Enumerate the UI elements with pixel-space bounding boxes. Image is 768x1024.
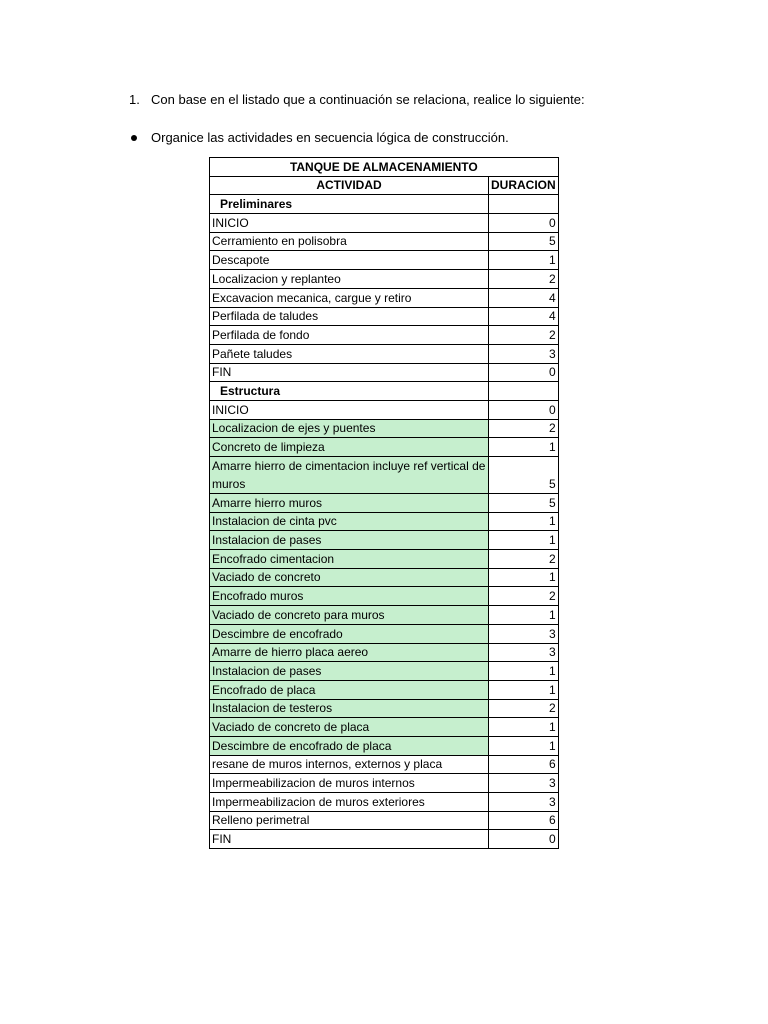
table-row xyxy=(210,363,559,382)
duration-cell: 1 xyxy=(489,718,559,737)
table-title-row xyxy=(210,158,559,177)
duration-cell: 3 xyxy=(489,344,559,363)
activity-cell: Pañete taludes xyxy=(210,344,489,363)
table-row xyxy=(210,400,559,419)
activity-cell: Amarre hierro muros xyxy=(210,494,489,513)
list-number: 1. xyxy=(129,92,140,107)
activity-cell: INICIO xyxy=(210,400,489,419)
table-row xyxy=(210,288,559,307)
table-row xyxy=(210,811,559,830)
table-row xyxy=(210,680,559,699)
duration-cell: 6 xyxy=(489,811,559,830)
activity-cell: Relleno perimetral xyxy=(210,811,489,830)
activity-cell: Vaciado de concreto de placa xyxy=(210,718,489,737)
section-duration-cell xyxy=(489,195,559,214)
activity-cell: Impermeabilizacion de muros internos xyxy=(210,774,489,793)
duration-cell: 1 xyxy=(489,512,559,531)
duration-cell: 3 xyxy=(489,793,559,812)
duration-cell: 5 xyxy=(489,232,559,251)
duration-cell: 3 xyxy=(489,624,559,643)
table-row xyxy=(210,643,559,662)
duration-cell: 0 xyxy=(489,400,559,419)
activity-cell: Excavacion mecanica, cargue y retiro xyxy=(210,288,489,307)
activity-cell: Descimbre de encofrado xyxy=(210,624,489,643)
activity-cell: Impermeabilizacion de muros exteriores xyxy=(210,793,489,812)
activity-cell: Perfilada de fondo xyxy=(210,326,489,345)
table-row xyxy=(210,531,559,550)
duration-cell: 1 xyxy=(489,531,559,550)
table-row xyxy=(210,232,559,251)
duration-cell: 2 xyxy=(489,699,559,718)
table-row xyxy=(210,568,559,587)
duration-cell: 4 xyxy=(489,288,559,307)
activity-cell: Amarre de hierro placa aereo xyxy=(210,643,489,662)
table-row xyxy=(210,512,559,531)
duration-cell: 6 xyxy=(489,755,559,774)
duration-cell: 2 xyxy=(489,270,559,289)
table-row xyxy=(210,774,559,793)
table-row xyxy=(210,736,559,755)
table-row xyxy=(210,438,559,457)
duration-cell: 1 xyxy=(489,680,559,699)
column-header-activity: ACTIVIDAD xyxy=(210,176,489,195)
duration-cell: 1 xyxy=(489,606,559,625)
table-row xyxy=(210,699,559,718)
duration-cell: 1 xyxy=(489,568,559,587)
section-title: Preliminares xyxy=(210,195,489,214)
activity-cell: Descapote xyxy=(210,251,489,270)
activity-cell: Encofrado de placa xyxy=(210,680,489,699)
table-row xyxy=(210,606,559,625)
table-row xyxy=(210,662,559,681)
table-row xyxy=(210,550,559,569)
activity-cell: Vaciado de concreto para muros xyxy=(210,606,489,625)
activity-cell: Instalacion de pases xyxy=(210,531,489,550)
column-header-duration: DURACION xyxy=(489,176,559,195)
duration-cell: 1 xyxy=(489,736,559,755)
activity-cell: Cerramiento en polisobra xyxy=(210,232,489,251)
instruction-item-2 xyxy=(129,130,509,146)
section-row xyxy=(210,382,559,401)
duration-cell: 0 xyxy=(489,214,559,233)
activity-cell: FIN xyxy=(210,830,489,849)
table-row xyxy=(210,344,559,363)
activity-cell: Localizacion y replanteo xyxy=(210,270,489,289)
activity-cell: Amarre hierro de cimentacion incluye ref vertical de muros xyxy=(210,457,489,494)
activity-cell: Perfilada de taludes xyxy=(210,307,489,326)
table-row xyxy=(210,326,559,345)
duration-cell: 1 xyxy=(489,662,559,681)
table-row xyxy=(210,830,559,849)
duration-cell: 0 xyxy=(489,363,559,382)
activity-cell: Instalacion de testeros xyxy=(210,699,489,718)
activity-table-body xyxy=(210,158,559,849)
instruction-item-1 xyxy=(129,92,585,108)
duration-cell: 2 xyxy=(489,326,559,345)
duration-cell: 1 xyxy=(489,251,559,270)
section-title: Estructura xyxy=(210,382,489,401)
activity-table xyxy=(209,157,559,849)
activity-cell: Descimbre de encofrado de placa xyxy=(210,736,489,755)
duration-cell: 0 xyxy=(489,830,559,849)
activity-cell: Encofrado cimentacion xyxy=(210,550,489,569)
activity-cell: Instalacion de cinta pvc xyxy=(210,512,489,531)
table-row xyxy=(210,214,559,233)
activity-cell: Instalacion de pases xyxy=(210,662,489,681)
activity-cell: Encofrado muros xyxy=(210,587,489,606)
table-row xyxy=(210,251,559,270)
section-row xyxy=(210,195,559,214)
activity-cell: INICIO xyxy=(210,214,489,233)
instruction-text: Organice las actividades en secuencia lógica de construcción. xyxy=(151,130,509,145)
section-duration-cell xyxy=(489,382,559,401)
table-row xyxy=(210,793,559,812)
activity-cell: Vaciado de concreto xyxy=(210,568,489,587)
duration-cell: 2 xyxy=(489,550,559,569)
bullet-icon xyxy=(131,135,137,141)
duration-cell: 5 xyxy=(489,457,559,494)
table-row xyxy=(210,755,559,774)
table-row xyxy=(210,270,559,289)
duration-cell: 2 xyxy=(489,419,559,438)
duration-cell: 5 xyxy=(489,494,559,513)
duration-cell: 1 xyxy=(489,438,559,457)
duration-cell: 3 xyxy=(489,774,559,793)
table-header-row xyxy=(210,176,559,195)
activity-cell: Localizacion de ejes y puentes xyxy=(210,419,489,438)
table-row xyxy=(210,494,559,513)
table-title: TANQUE DE ALMACENAMIENTO xyxy=(210,158,559,177)
duration-cell: 3 xyxy=(489,643,559,662)
table-row xyxy=(210,624,559,643)
table-row xyxy=(210,718,559,737)
table-row xyxy=(210,457,559,494)
table-row xyxy=(210,587,559,606)
activity-cell: resane de muros internos, externos y placa xyxy=(210,755,489,774)
activity-cell: FIN xyxy=(210,363,489,382)
duration-cell: 2 xyxy=(489,587,559,606)
instruction-text: Con base en el listado que a continuación se relaciona, realice lo siguiente: xyxy=(151,92,585,107)
activity-cell: Concreto de limpieza xyxy=(210,438,489,457)
table-row xyxy=(210,307,559,326)
table-row xyxy=(210,419,559,438)
duration-cell: 4 xyxy=(489,307,559,326)
